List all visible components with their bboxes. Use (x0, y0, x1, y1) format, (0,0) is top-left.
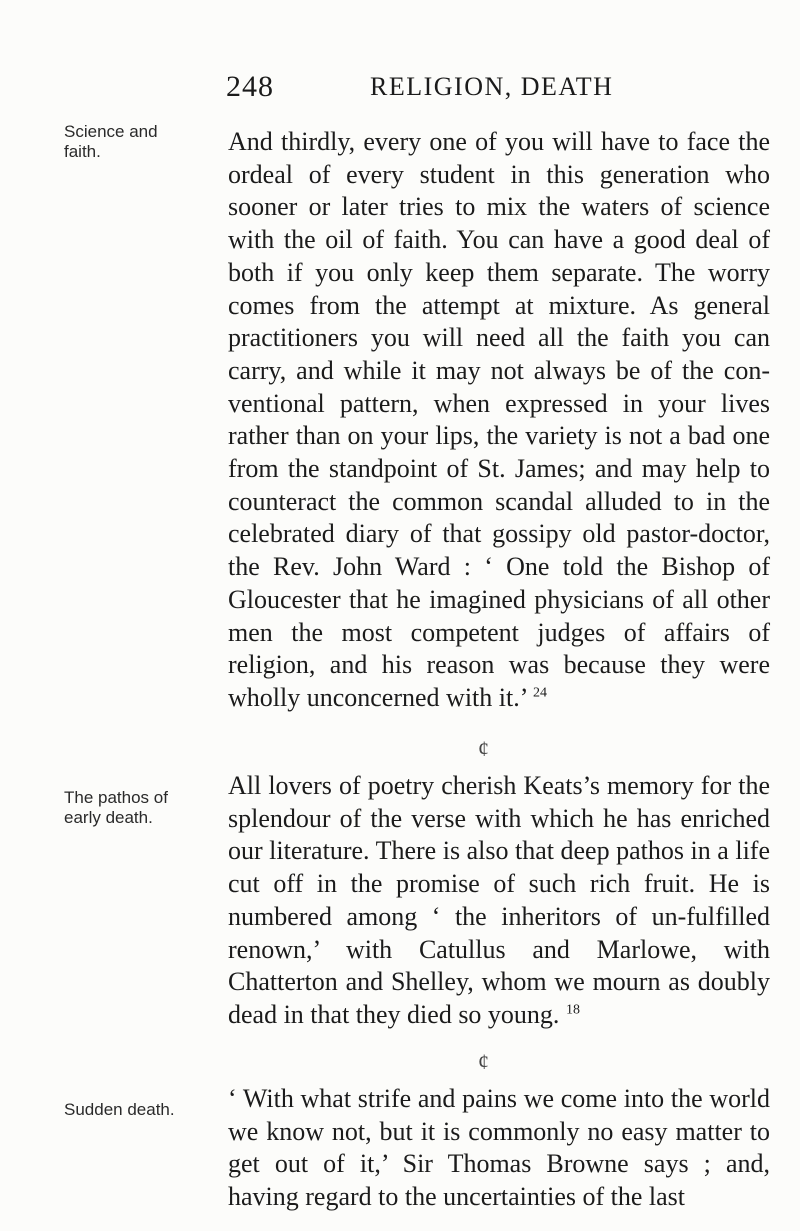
footnote-marker: 18 (565, 1002, 580, 1018)
section-ornament: ¢ (478, 1049, 489, 1074)
running-head: RELIGION, DEATH (370, 72, 614, 101)
margin-note-science-faith: Science and faith. (64, 122, 158, 161)
paragraph-keats (228, 770, 770, 1032)
margin-note-sudden-death: Sudden death. (64, 1100, 175, 1119)
paragraph-sudden-death (228, 1083, 770, 1214)
paragraph-text: And thirdly, every one of you will have to face the ordeal of every student in this generation who sooner or later tries to mix the waters of science with the oil of faith. You can have a good deal of both if you only keep them separate. The worry comes from the attempt at mixture. As general practitioners you will need all the faith you can carry, and while it may not always be of the con-ventional pattern, when expressed in your lives rather than on your lips, the variety is not a bad one from the standpoint of St. James; and may help to counteract the common scandal alluded to in the celebrated diary of that gossipy old pastor-doctor, the Rev. John Ward : ‘ One told the Bishop of Gloucester that he imagined physicians of all other men the most competent judges of affairs of religion, and his reason was because they were wholly unconcerned with it.’ (228, 127, 770, 712)
section-ornament: ¢ (478, 736, 489, 761)
paragraph-science-faith (228, 126, 770, 715)
margin-note-pathos-early-death: The pathos of early death. (64, 788, 168, 827)
footnote-marker: 24 (532, 685, 547, 701)
page-number: 248 (226, 70, 274, 103)
paragraph-text: All lovers of poetry cherish Keats’s memory for the splendour of the verse with which he has enriched our literature. There is also that deep pathos in a life cut off in the promise of such rich fruit. He is numbered among ‘ the inheritors of un-fulfilled renown,’ with Catullus and Marlowe, with Chatterton and Shelley, whom we mourn as doubly dead in that they died so young. (228, 771, 770, 1029)
paragraph-text: ‘ With what strife and pains we come into the world we know not, but it is commonly no easy matter to get out of it,’ Sir Thomas Browne says ; and, having regard to the uncertainties of the last (228, 1084, 770, 1212)
